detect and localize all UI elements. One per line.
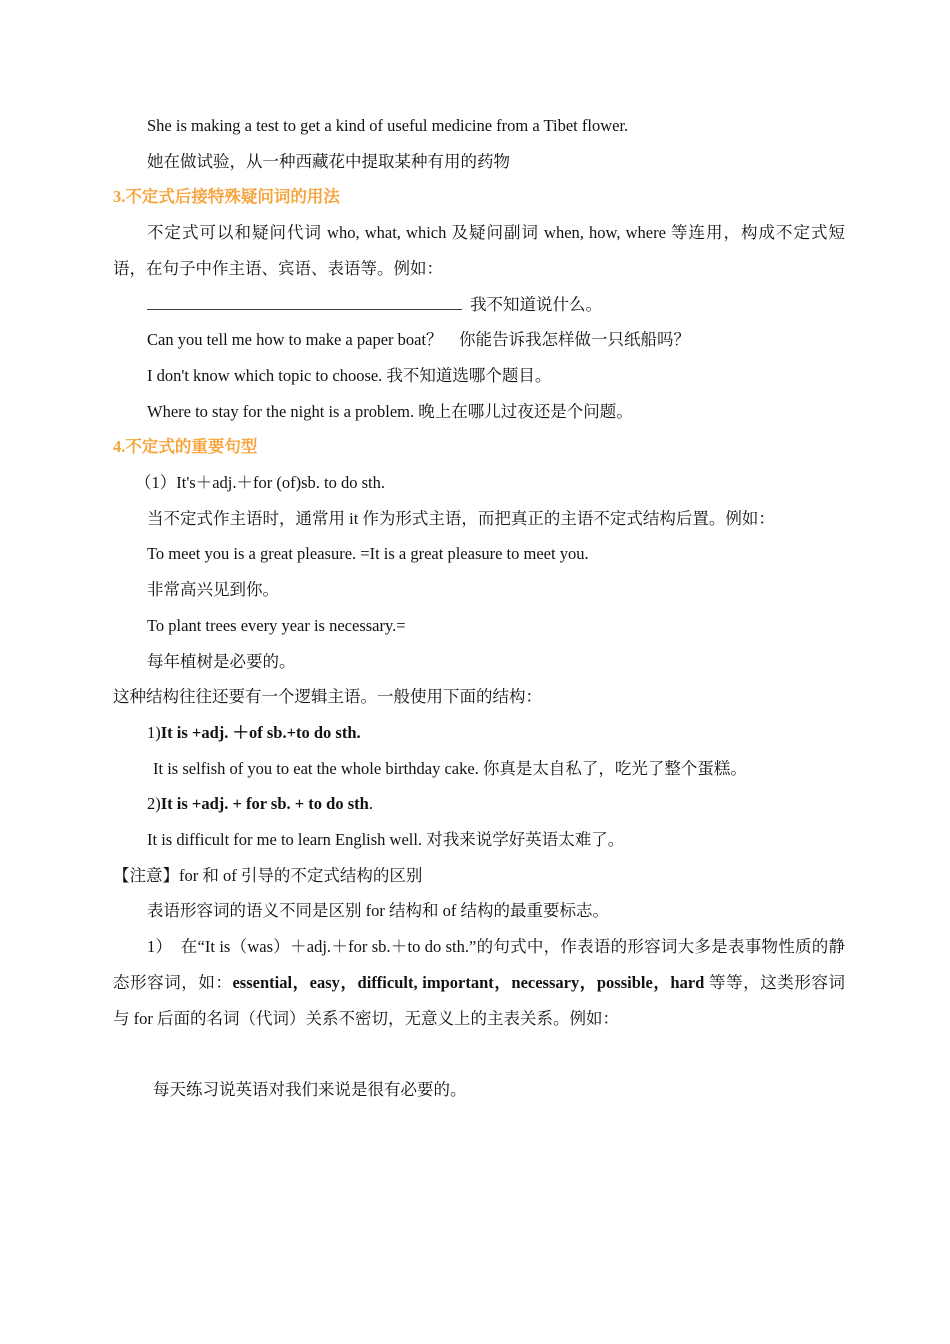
section-heading-4: 4.不定式的重要句型 [113, 437, 258, 457]
structure-for-number: 2) [147, 794, 161, 814]
example-selfish: It is selfish of you to eat the whole birthday cake. 你真是太自私了，吃光了整个蛋糕。 [153, 758, 747, 778]
logic-subject-note: 这种结构往往还要有一个逻辑主语。一般使用下面的结构： [113, 687, 542, 707]
structure-for-bold: It is +adj. + for sb. + to do sth [160, 794, 369, 814]
structure-of-number: 1) [147, 722, 161, 742]
blank-example-chinese: 我不知道说什么。 [470, 294, 602, 314]
blank-paragraph [113, 1036, 845, 1072]
structure-for-formula [113, 786, 845, 822]
example-meet-you-chinese: 非常高兴见到你。 [147, 580, 279, 600]
example-topic-choose: I don't know which topic to choose. 我不知道选哪个题目。 [147, 365, 552, 385]
rule-1-text: 1） 在“It is（was）＋adj.＋for sb.＋to do sth.”的句式中，作表语的形容词大多是表事物性质的静态形容词，如： [113, 937, 845, 992]
notice-heading: 【注意】for 和 of 引导的不定式结构的区别 [113, 865, 423, 885]
example-meet-you: To meet you is a great pleasure. =It is a great pleasure to meet you. [147, 544, 589, 564]
example-practice-chinese: 每天练习说英语对我们来说是很有必要的。 [153, 1079, 467, 1099]
example-paper-boat: Can you tell me how to make a paper boat？ 你能告诉我怎样做一只纸船吗？ [147, 330, 691, 350]
example-plant-trees: To plant trees every year is necessary.= [147, 615, 406, 635]
structure-of-bold: It is +adj. ＋of sb.+to do sth. [160, 722, 361, 742]
rule-1-paragraph [113, 929, 845, 1036]
section-heading-3: 3.不定式后接特殊疑问词的用法 [113, 187, 340, 207]
pattern-1-formula: （1）It's＋adj.＋for (of)sb. to do sth. [135, 473, 385, 493]
rule-1-text-end: 等等，这类形容词与 for 后面的名词（代词）关系不密切，无意义上的主表关系。例如： [113, 972, 846, 1028]
blank-underline [147, 294, 462, 309]
notice-detail: 表语形容词的语义不同是区别 for 结构和 of 结构的最重要标志。 [147, 901, 609, 921]
example-where-to-stay: Where to stay for the night is a problem. 晚上在哪儿过夜还是个问题。 [147, 401, 633, 421]
structure-for-period: . [368, 794, 373, 814]
example-sentence-chinese: 她在做试验，从一种西藏花中提取某种有用的药物 [147, 151, 510, 171]
example-learn-english: It is difficult for me to learn English well. 对我来说学好英语太难了。 [147, 830, 625, 850]
section-3-intro: 不定式可以和疑问代词 who, what, which 及疑问副词 when, how, where 等连用，构成不定式短语，在句子中作主语、宾语、表语等。例如： [113, 223, 845, 278]
structure-of-formula [113, 715, 845, 751]
fill-in-blank-example [113, 287, 845, 323]
rule-1-adjective-list: essential，easy，difficult, important，necessary，possible，hard [232, 972, 705, 992]
example-plant-trees-chinese: 每年植树是必要的。 [147, 651, 296, 671]
pattern-1-explanation: 当不定式作主语时，通常用 it 作为形式主语，而把真正的主语不定式结构后置。例如： [147, 508, 775, 528]
example-sentence-english: She is making a test to get a kind of useful medicine from a Tibet flower. [147, 116, 629, 135]
